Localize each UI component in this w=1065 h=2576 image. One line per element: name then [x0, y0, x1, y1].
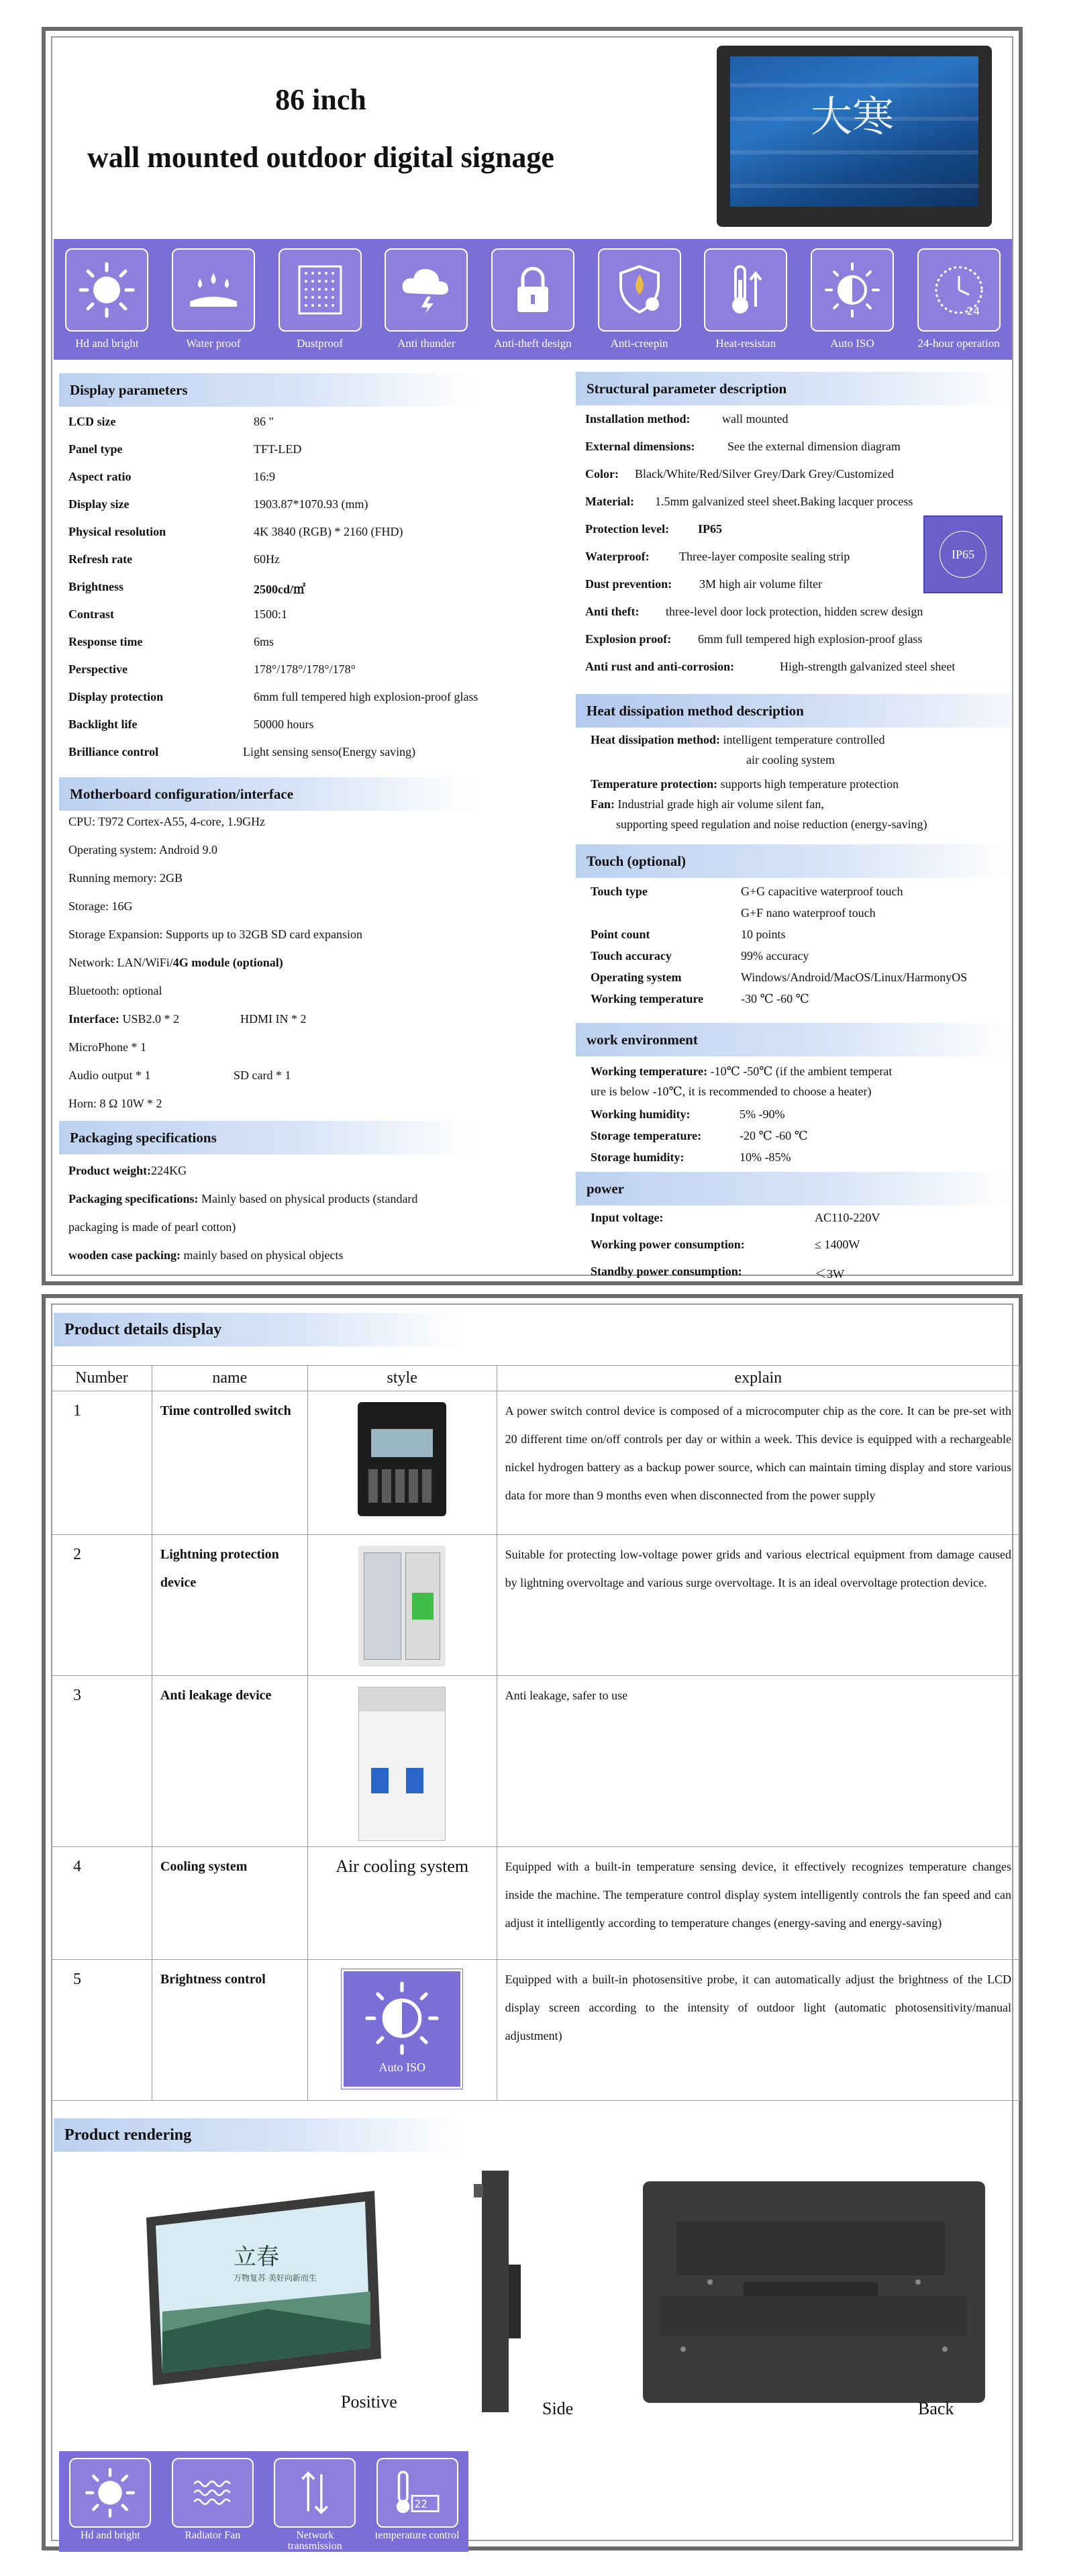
display-parameters-heading: Display parameters [59, 373, 475, 407]
touch-value: 10 points [741, 928, 786, 941]
row-number: 3 [52, 1676, 152, 1847]
mb-network-bold: 4G module (optional) [172, 956, 283, 969]
struct-value: IP65 [698, 522, 722, 536]
time-switch-image [358, 1402, 446, 1516]
feature-label: Anti-creepin [610, 337, 668, 350]
environment-list [591, 1107, 1007, 1175]
struct-value: three-level door lock protection, hidden screw design [666, 605, 923, 618]
row-style [307, 1676, 497, 1847]
rendering-heading: Product rendering [54, 2118, 463, 2152]
struct-value: 6mm full tempered high explosion-proof glass [698, 632, 923, 646]
touch-key: Touch type [591, 885, 648, 898]
heat-fan [591, 797, 824, 811]
struct-key: Material: [585, 495, 634, 508]
heat-temp [591, 777, 899, 791]
param-key: Aspect ratio [68, 470, 132, 483]
details-panel [42, 1294, 1023, 2550]
env-value: 5% -90% [740, 1107, 785, 1121]
heat-method [591, 733, 884, 747]
row-explain: Suitable for protecting low-voltage power grids and various electrical equipment from damage caused by lightning overvoltage and various surge overvoltage. It is an ideal overvoltage protection device. [497, 1535, 1019, 1676]
env-value: -20 ℃ -60 ℃ [740, 1129, 808, 1142]
struct-key: Dust prevention: [585, 577, 672, 591]
pkg-weight-label: Product weight: [68, 1164, 152, 1177]
ip65-badge-text: IP65 [940, 531, 986, 578]
param-value: 6ms [254, 635, 274, 648]
param-value: 1500:1 [254, 607, 288, 621]
heat-temp-label: Temperature protection: [591, 777, 718, 791]
mb-expansion: Storage Expansion: Supports up to 32GB SD card expansion [68, 928, 362, 941]
row-name: Lightning protection device [152, 1535, 307, 1676]
clock-icon [929, 260, 989, 320]
param-key: Backlight life [68, 717, 138, 731]
struct-key: Anti rust and anti-corrosion: [585, 660, 735, 673]
param-value: 4K 3840 (RGB) * 2160 (FHD) [254, 525, 403, 538]
pkg-spec-value-1: Mainly based on physical products (standard [201, 1192, 418, 1205]
param-key: Perspective [68, 662, 128, 676]
bottom-feature-label: Hd and bright [80, 2530, 140, 2541]
row-explain: Equipped with a built-in temperature sensing device, it effectively recognizes temperature changes inside the machine. The temperature control display system intelligently controls the fan speed and can adjust it intelligently according to temperature changes (energy-saving and energy-saving) [497, 1847, 1019, 1960]
thermometer-display-icon [391, 2466, 444, 2520]
param-key: Display size [68, 497, 130, 511]
struct-value: wall mounted [722, 412, 789, 426]
env-working-temp [591, 1064, 892, 1079]
env-key: Storage temperature: [591, 1129, 702, 1142]
param-key: Panel type [68, 442, 123, 456]
side-caption: Side [542, 2399, 574, 2418]
struct-value: Three-layer composite sealing strip [679, 550, 850, 563]
pkg-case-value: mainly based on physical objects [183, 1248, 344, 1262]
struct-value: Black/White/Red/Silver Grey/Dark Grey/Customized [635, 467, 894, 481]
padlock-icon [503, 260, 563, 320]
bottom-feature-label: Radiator Fan [185, 2530, 241, 2541]
struct-key: External dimensions: [585, 440, 695, 453]
table-header-row [52, 1366, 1020, 1391]
heat-fan-value-2: supporting speed regulation and noise reduction (energy-saving) [616, 818, 927, 831]
feature-label: Dustproof [297, 337, 344, 350]
param-value: 1903.87*1070.93 (mm) [254, 497, 368, 511]
side-view-drawing [462, 2171, 529, 2419]
row-explain: Anti leakage, safer to use [497, 1676, 1019, 1847]
param-value: 60Hz [254, 552, 280, 566]
pkg-case [68, 1248, 343, 1262]
touch-list [591, 885, 1027, 1032]
bottom-feature-label: temperature control [374, 2530, 460, 2541]
signage-product-image [717, 46, 992, 227]
ip65-badge [923, 515, 1003, 593]
power-value: AC110-220V [815, 1211, 880, 1224]
feature-auto-iso [803, 248, 902, 360]
page-title [86, 71, 556, 187]
touch-key: Working temperature [591, 992, 704, 1005]
struct-value: High-strength galvanized steel sheet [780, 660, 956, 673]
env-key: Storage humidity: [591, 1150, 684, 1164]
motherboard-heading: Motherboard configuration/interface [59, 777, 475, 811]
mb-interface-hdmi: HDMI IN * 2 [240, 1012, 307, 1026]
svg-text:22: 22 [414, 2497, 427, 2511]
struct-value: See the external dimension diagram [727, 440, 901, 453]
feature-label: Anti thunder [397, 337, 456, 350]
front-screen-sub: 万物复苏 美好向新而生 [234, 2273, 317, 2283]
environment-heading: work environment [576, 1023, 1012, 1056]
back-caption: Back [918, 2399, 954, 2418]
title-line-2: wall mounted outdoor digital signage [87, 141, 554, 174]
param-value: 2500cd/㎡ [254, 583, 306, 596]
feature-label: Anti-theft design [494, 337, 572, 350]
column-header: name [152, 1366, 307, 1391]
env-wt-value-1: -10℃ -50℃ (if the ambient temperat [710, 1064, 893, 1078]
heat-method-label: Heat dissipation method: [591, 733, 721, 746]
heat-method-value-2: air cooling system [746, 753, 835, 766]
mb-os: Operating system: Android 9.0 [68, 843, 217, 856]
front-view-drawing [133, 2191, 388, 2385]
touch-value: G+G capacitive waterproof touch [741, 885, 903, 898]
mb-sd: SD card * 1 [234, 1069, 291, 1082]
power-value: ＜3W [815, 1267, 844, 1281]
feature-label: Heat-resistan [715, 337, 776, 350]
fan-icon [186, 2466, 240, 2520]
dust-grid-icon [290, 260, 350, 320]
pkg-spec [68, 1192, 417, 1206]
shield-icon [609, 260, 670, 320]
bottom-feature-fan [166, 2458, 260, 2552]
front-view-image [133, 2191, 388, 2385]
feature-label: Auto ISO [830, 337, 874, 350]
surge-protector-image [358, 1546, 446, 1667]
table-row [52, 1535, 1020, 1676]
param-value: 50000 hours [254, 717, 314, 731]
struct-value: 1.5mm galvanized steel sheet.Baking lacquer process [655, 495, 913, 508]
pkg-case-label: wooden case packing: [68, 1248, 181, 1262]
heat-method-value-1: intelligent temperature controlled [723, 733, 885, 746]
struct-value: 3M high air volume filter [699, 577, 822, 591]
touch-key: Point count [591, 928, 650, 941]
touch-value: -30 ℃ -60 ℃ [741, 992, 809, 1005]
param-value: 178°/178°/178°/178° [254, 662, 356, 676]
bottom-feature-network [268, 2458, 362, 2552]
feature-hd-bright [57, 248, 156, 360]
table-row [52, 1676, 1020, 1847]
water-drops-icon [183, 260, 244, 320]
row-number: 1 [52, 1391, 152, 1535]
bottom-feature-strip [59, 2451, 468, 2552]
column-header: style [307, 1366, 497, 1391]
heat-heading: Heat dissipation method description [576, 694, 1012, 728]
row-name: Time controlled switch [152, 1391, 307, 1535]
struct-key: Anti theft: [585, 605, 640, 618]
row-style [307, 1535, 497, 1676]
struct-key: Color: [585, 467, 619, 481]
feature-label: Water proof [186, 337, 241, 350]
half-sun-icon [822, 260, 882, 320]
packaging-heading: Packaging specifications [59, 1121, 475, 1154]
auto-iso-label: Auto ISO [378, 2061, 425, 2074]
half-sun-icon [362, 1978, 442, 2059]
env-wt-label: Working temperature: [591, 1064, 708, 1078]
param-key: Response time [68, 635, 143, 648]
row-name: Cooling system [152, 1847, 307, 1960]
power-key: Working power consumption: [591, 1238, 745, 1251]
param-key: Refresh rate [68, 552, 133, 566]
side-view-image [462, 2171, 529, 2419]
front-screen-glyph: 立春 [234, 2244, 279, 2271]
mb-audio: Audio output * 1 [68, 1069, 151, 1082]
param-value: Light sensing senso(Energy saving) [243, 745, 416, 758]
touch-value: G+F nano waterproof touch [741, 906, 876, 920]
title-line-1: 86 inch [275, 83, 366, 116]
positive-caption: Positive [341, 2392, 397, 2412]
mb-bluetooth: Bluetooth: optional [68, 984, 162, 997]
param-value: 16:9 [254, 470, 276, 483]
param-value: TFT-LED [254, 442, 302, 456]
row-number: 5 [52, 1960, 152, 2101]
mb-network-prefix: Network: LAN/WiFi/ [68, 956, 173, 969]
param-key: Display protection [68, 690, 164, 703]
mb-interface-usb: USB2.0 * 2 [122, 1012, 179, 1026]
display-parameters-list [68, 415, 511, 777]
heat-fan-label: Fan: [591, 797, 615, 811]
sun-icon [83, 2466, 137, 2520]
env-key: Working humidity: [591, 1107, 691, 1121]
mb-cpu: CPU: T972 Cortex-A55, 4-core, 1.9GHz [68, 815, 266, 828]
row-style [307, 1391, 497, 1535]
row-number: 2 [52, 1535, 152, 1676]
feature-water-proof [164, 248, 263, 360]
sun-icon [77, 260, 137, 320]
feature-anti-creepin [590, 248, 689, 360]
details-heading: Product details display [54, 1313, 463, 1346]
feature-anti-thunder [376, 248, 476, 360]
param-value: 86 " [254, 415, 274, 428]
structural-heading: Structural parameter description [576, 372, 1012, 405]
mb-network [68, 956, 283, 970]
feature-anti-theft [483, 248, 582, 360]
param-key: LCD size [68, 415, 116, 428]
mb-storage: Storage: 16G [68, 899, 133, 913]
struct-key: Explosion proof: [585, 632, 672, 646]
feature-label: 24-hour operation [917, 337, 1000, 350]
power-key: Input voltage: [591, 1211, 664, 1224]
svg-text:24: 24 [966, 305, 980, 317]
power-list [591, 1211, 1007, 1281]
feature-24-hour [909, 248, 1009, 360]
struct-key: Waterproof: [585, 550, 650, 563]
feature-dustproof [270, 248, 370, 360]
power-key: Standby power consumption: [591, 1265, 742, 1278]
bottom-feature-label: Network transmission [287, 2530, 342, 2552]
touch-value: Windows/Android/MacOS/Linux/HarmonyOS [741, 971, 968, 984]
env-wt-value-2: ure is below -10℃, it is recommended to choose a heater) [591, 1085, 872, 1098]
feature-label: Hd and bright [75, 337, 139, 350]
pkg-weight [68, 1164, 187, 1178]
row-name: Anti leakage device [152, 1676, 307, 1847]
table-row [52, 1847, 1020, 1960]
row-number: 4 [52, 1847, 152, 1960]
row-explain: A power switch control device is composed of a microcomputer chip as the core. It can be pre-set with 20 different time on/off controls per day or within a week. This device is equipped with a rechargeable nickel hydrogen battery as a backup power source, which can maintain timing display and store various data for more than 9 months even when disconnected from the power supply [497, 1391, 1019, 1535]
struct-key: Installation method: [585, 412, 691, 426]
bottom-feature-hd [63, 2458, 157, 2552]
feature-heat-resistant [696, 248, 795, 360]
param-key: Contrast [68, 607, 114, 621]
product-details-table [51, 1365, 1020, 2101]
transfer-arrows-icon [288, 2466, 342, 2520]
table-row [52, 1391, 1020, 1535]
mb-horn: Horn: 8 Ω 10W * 2 [68, 1097, 162, 1110]
heat-fan-value-1: Industrial grade high air volume silent fan, [617, 797, 824, 811]
thunder-cloud-icon [396, 260, 456, 320]
auto-iso-image [342, 1969, 462, 2089]
back-view-image [643, 2181, 985, 2403]
touch-value: 99% accuracy [741, 949, 809, 962]
mb-interface-label: Interface: [68, 1012, 119, 1026]
touch-key: Touch accuracy [591, 949, 672, 962]
mb-microphone: MicroPhone * 1 [68, 1040, 146, 1054]
pkg-spec-label: Packaging specifications: [68, 1192, 199, 1205]
env-value: 10% -85% [740, 1150, 791, 1164]
leakage-breaker-image [358, 1687, 446, 1841]
power-value: ≤ 1400W [815, 1238, 860, 1251]
touch-heading: Touch (optional) [576, 844, 1012, 878]
touch-key: Operating system [591, 971, 682, 984]
bottom-feature-temperature [370, 2458, 464, 2552]
feature-icon-strip [54, 239, 1012, 360]
pkg-weight-value: 224KG [151, 1164, 187, 1177]
spec-panel [42, 27, 1023, 1285]
pkg-spec-value-2: packaging is made of pearl cotton) [68, 1220, 236, 1234]
row-explain: Equipped with a built-in photosensitive probe, it can automatically adjust the brightness of the LCD display screen according to the intensity of outdoor light (automatic photosensitivity/manual adjustment) [497, 1960, 1019, 2101]
param-key: Brightness [68, 580, 124, 593]
struct-key: Protection level: [585, 522, 670, 536]
heat-temp-value: supports high temperature protection [720, 777, 899, 791]
row-name: Brightness control [152, 1960, 307, 2101]
param-key: Brilliance control [68, 745, 159, 758]
screen-glyph: 大寒 [811, 92, 895, 141]
mb-interface [68, 1012, 179, 1026]
table-row [52, 1960, 1020, 2101]
back-view-drawing [643, 2181, 985, 2403]
thermometer-icon [715, 260, 776, 320]
param-value: 6mm full tempered high explosion-proof glass [254, 690, 478, 703]
row-style [307, 1960, 497, 2101]
mb-ram: Running memory: 2GB [68, 871, 183, 885]
param-key: Physical resolution [68, 525, 166, 538]
row-style: Air cooling system [307, 1847, 497, 1960]
power-heading: power [576, 1172, 1012, 1205]
column-header: explain [497, 1366, 1019, 1391]
column-header: Number [52, 1366, 152, 1391]
